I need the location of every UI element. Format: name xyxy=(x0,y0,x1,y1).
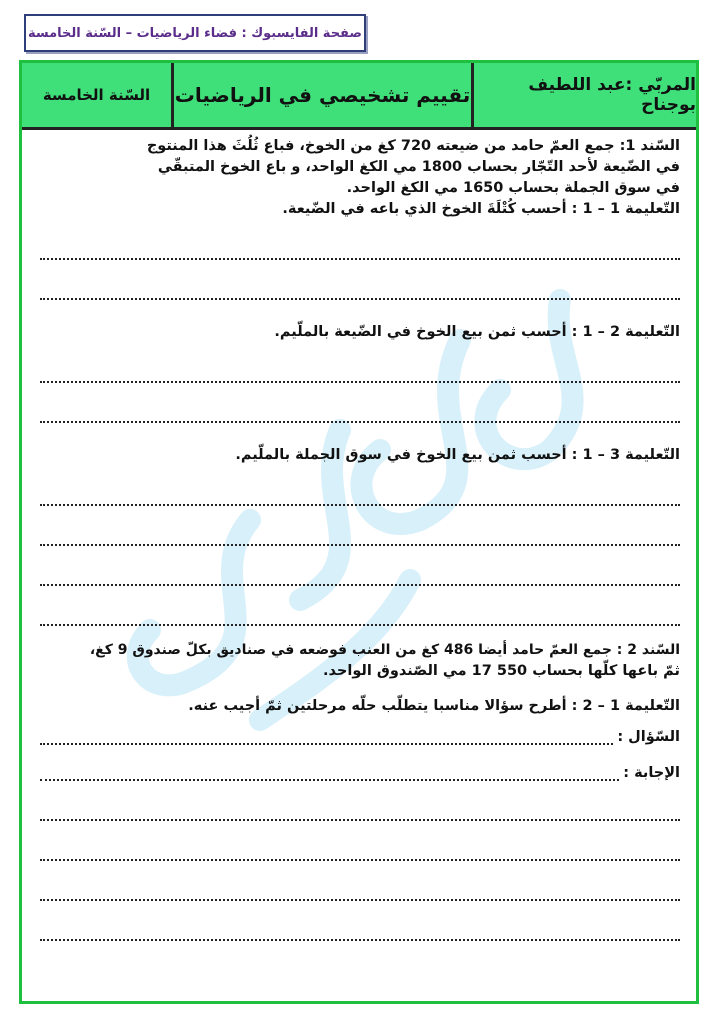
task-1-1: التّعليمة 1 – 1 : أحسب كُتْلَةَ الخوخ الذي باعه في الضّيعة. xyxy=(282,201,680,217)
answer-line[interactable] xyxy=(40,546,680,586)
sanad1-line3: في سوق الجملة بحساب 1650 مي الكغ الواحد. xyxy=(346,180,680,196)
answer-line[interactable] xyxy=(40,901,680,941)
answer-line[interactable] xyxy=(40,586,680,626)
sanad2-line2: ثمّ باعها كلّها بحساب 550 17 مي الصّندوق الواحد. xyxy=(323,663,680,679)
answer-line[interactable] xyxy=(40,861,680,901)
school-year: السّنة الخامسة xyxy=(22,63,171,127)
sanad1-line2: في الضّيعة لأحد التّجّار بحساب 1800 مي الكغ الواحد، و باع الخوخ المتبقّي xyxy=(157,159,680,175)
answer-line[interactable] xyxy=(40,821,680,861)
question-input-line[interactable] xyxy=(40,727,613,745)
task-1-2: التّعليمة 2 – 1 : أحسب ثمن بيع الخوخ في الضّيعة بالملّيم. xyxy=(274,324,680,340)
question-label: السّؤال : xyxy=(617,729,680,745)
teacher-name: المربّي :عبد اللطيف بوجناح xyxy=(471,63,696,127)
answer-line[interactable] xyxy=(40,466,680,506)
facebook-page-label: صفحة الفايسبوك : فضاء الرياضيات – السّنة الخامسة xyxy=(24,14,366,52)
worksheet-title: تقييم تشخيصي في الرياضيات xyxy=(171,63,471,127)
worksheet-content xyxy=(40,136,680,941)
answer-line[interactable] xyxy=(40,260,680,300)
answer-row xyxy=(40,763,680,781)
answer-input-line[interactable] xyxy=(40,763,619,781)
sanad2-line1: السّند 2 : جمع العمّ حامد أيضا 486 كغ من العنب فوضعه في صناديق بكلّ صندوق 9 كغ، xyxy=(89,642,680,658)
answer-line[interactable] xyxy=(40,383,680,423)
task-2-1: التّعليمة 1 – 2 : أطرح سؤالا مناسبا يتطلّب حلّه مرحلتين ثمّ أجيب عنه. xyxy=(188,698,680,714)
task-1-3: التّعليمة 3 – 1 : أحسب ثمن بيع الخوخ في سوق الجملة بالملّيم. xyxy=(235,447,680,463)
answer-label: الإجابة : xyxy=(623,765,680,781)
header-bar xyxy=(22,63,696,130)
answer-line[interactable] xyxy=(40,220,680,260)
answer-line[interactable] xyxy=(40,506,680,546)
question-row xyxy=(40,727,680,745)
answer-line[interactable] xyxy=(40,343,680,383)
answer-line[interactable] xyxy=(40,781,680,821)
sanad1-line1: السّند 1: جمع العمّ حامد من ضيعته 720 كغ من الخوخ، فباع ثُلُثَ هذا المنتوج xyxy=(146,138,680,154)
